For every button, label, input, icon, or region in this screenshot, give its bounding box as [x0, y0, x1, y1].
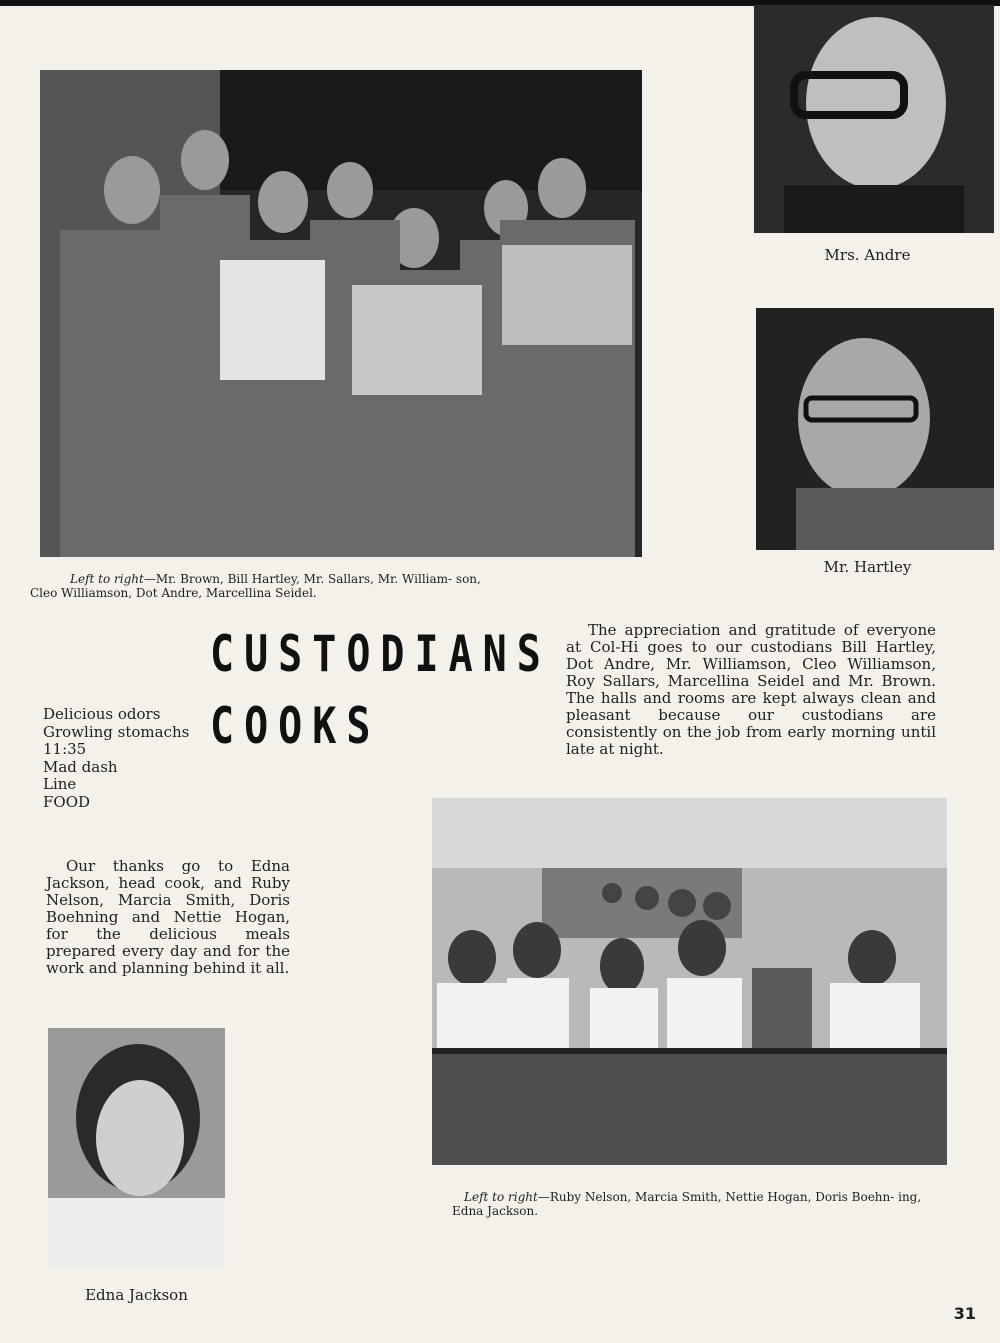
- cooks-poem: [43, 706, 189, 811]
- custodians-photo-caption: Left to right—Mr. Brown, Bill Hartley, Mr. Sallars, Mr. William- son, Cleo Williamson, Dot Andre, Marcellina Seidel.: [30, 572, 481, 600]
- cooks-paragraph: Our thanks go to Edna Jackson, head cook, and Ruby Nelson, Marcia Smith, Doris Boehning and Nettie Hogan, for the delicious meals prepared every day and for the work and planning behind it all.: [46, 857, 290, 977]
- poem-line: Growling stomachs: [43, 722, 190, 741]
- poem-line: Line: [43, 775, 77, 793]
- mr-hartley-name: Mr. Hartley: [823, 558, 912, 576]
- mrs-andre-photo: [754, 5, 994, 233]
- mrs-andre-name: Mrs. Andre: [824, 246, 911, 264]
- poem-line: Mad dash: [43, 757, 118, 776]
- poem-line: FOOD: [43, 792, 91, 811]
- cooks-photo-caption: Left to right—Ruby Nelson, Marcia Smith, Nettie Hogan, Doris Boehn- ing, Edna Jackson.: [452, 1190, 922, 1218]
- custodians-paragraph: The appreciation and gratitude of everyone at Col-Hi goes to our custodians Bill Hartley, Dot Andre, Mr. Williamson, Cleo Williamson, Roy Sallars, Marcellina Seidel and Mr. Brown. The halls and rooms are kept always clean and pleasant because our custodians are consistently on the job from early morning until late at night.: [566, 621, 936, 758]
- custodians-heading: CUSTODIANS: [210, 626, 551, 684]
- poem-line: 11:35: [43, 740, 87, 758]
- poem-line: Delicious odors: [43, 705, 161, 723]
- cooks-group-photo: [432, 798, 947, 1165]
- edna-jackson-photo: [48, 1028, 225, 1266]
- edna-jackson-name: Edna Jackson: [85, 1286, 188, 1304]
- mr-hartley-photo: [756, 308, 994, 550]
- custodians-group-photo: [40, 70, 642, 557]
- page-number: 31: [953, 1304, 976, 1323]
- cooks-heading: COOKS: [210, 698, 381, 756]
